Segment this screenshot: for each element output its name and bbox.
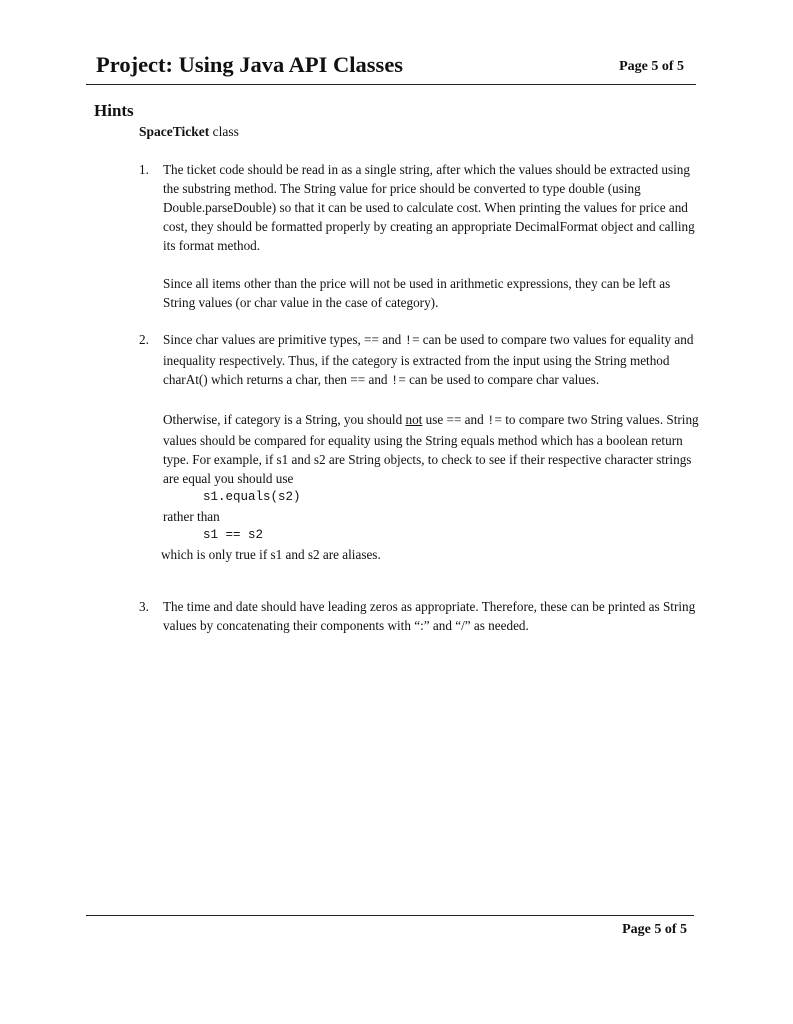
item-number: 2. [139,332,149,347]
page-number-bottom: Page 5 of 5 [622,922,687,937]
code-example-equality: s1 == s2 [203,528,264,542]
hint-1-paragraph-1: The ticket code should be read in as a single string, after which the values should be extracted using the substring method. The String value for price should be converted to type double (using Double.parseDouble) so that it can be used to calculate cost. When printing the values for price and cost, they should be formatted properly by creating an appropriate DecimalFormat object and calling its format method. [163,162,695,253]
hint-3-paragraph-1: The time and date should have leading zeros as appropriate. Therefore, these can be printed as String values by concatenating their components with “:” and “/” as needed. [163,599,696,633]
hints-heading: Hints [94,101,134,120]
hint-item-3 [139,597,699,635]
hint-1-paragraph-2: Since all items other than the price will not be used in arithmetic expressions, they can be left as String values (or char value in the case of category). [163,276,671,310]
page-number-top: Page 5 of 5 [619,59,684,74]
page-header [86,50,696,85]
class-suffix: class [209,124,239,139]
code-example-equals: s1.equals(s2) [203,490,301,504]
item-number: 3. [139,599,149,614]
alias-note: which is only true if s1 and s2 are aliases. [161,547,381,562]
rather-than-text: rather than [163,509,220,524]
hint-2-paragraph-2: Otherwise, if category is a String, you should not use == and != to compare two String values. String values should be compared for equality using the String equals method which has a boolean return type. For example, if s1 and s2 are String objects, to check to see if their respective character strings are equal you should use [163,412,699,486]
hint-2-paragraph-1: Since char values are primitive types, == and != can be used to compare two values for equality and inequality respectively. Thus, if the category is extracted from the input using the String method charAt() which returns a char, then == and != can be used to compare char values. [163,332,694,388]
footer-divider [86,915,694,916]
hint-item-2 [139,330,699,564]
item-number: 1. [139,162,149,177]
document-title: Project: Using Java API Classes [96,52,404,77]
hint-item-1 [139,160,699,312]
class-subheading [139,124,239,140]
class-name: SpaceTicket [139,124,210,139]
